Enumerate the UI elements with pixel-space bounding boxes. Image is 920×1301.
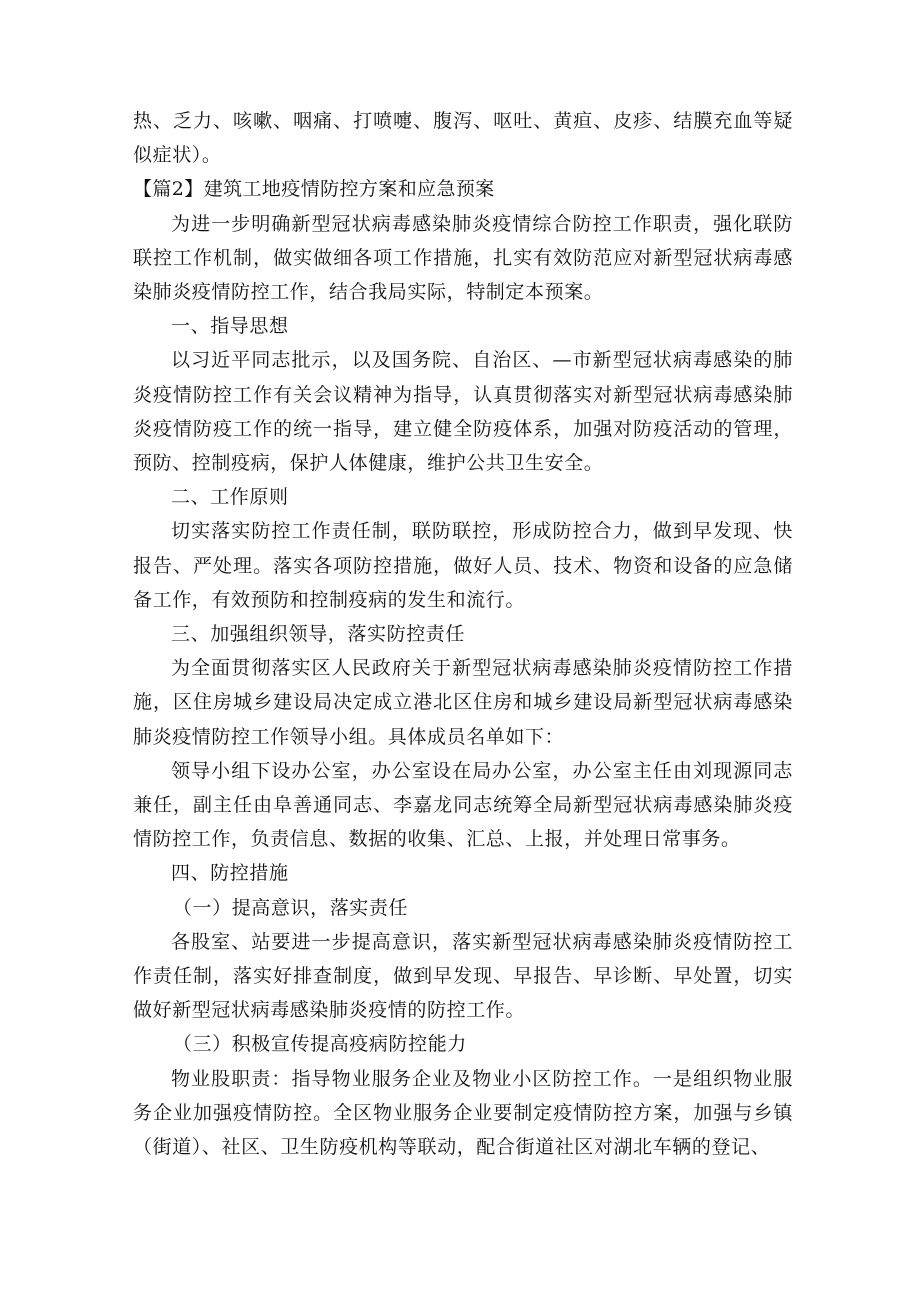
section-1-heading: 一、指导思想 xyxy=(171,315,289,338)
section-3-paragraph-2: 领导小组下设办公室，办公室设在局办公室，办公室主任由刘现源同志兼任，副主任由阜善通同志、李嘉龙同志统筹全局新型冠状病毒感染肺炎疫情防控工作，负责信息、数据的收集、汇总、上报，并处理日常事务。 xyxy=(133,759,793,851)
continuation-paragraph: 热、乏力、咳嗽、咽痛、打喷嚏、腹泻、呕吐、黄疸、皮疹、结膜充血等疑似症状）。 xyxy=(133,110,793,167)
subsection-1-paragraph: 各股室、站要进一步提高意识，落实新型冠状病毒感染肺炎疫情防控工作责任制，落实好排查制度，做到早发现、早报告、早诊断、早处置，切实做好新型冠状病毒感染肺炎疫情的防控工作。 xyxy=(133,930,793,1022)
document-body xyxy=(133,104,793,1164)
section-4-heading: 四、防控措施 xyxy=(171,862,289,885)
article-title: 【篇2】建筑工地疫情防控方案和应急预案 xyxy=(133,178,495,201)
section-1-paragraph: 以习近平同志批示，以及国务院、自治区、—市新型冠状病毒感染的肺炎疫情防控工作有关会议精神为指导，认真贯彻落实对新型冠状病毒感染肺炎疫情防疫工作的统一指导，建立健全防疫体系，加强对防疫活动的管理，预防、控制疫病，保护人体健康，维护公共卫生安全。 xyxy=(133,349,793,475)
section-2-paragraph: 切实落实防控工作责任制，联防联控，形成防控合力，做到早发现、快报告、严处理。落实各项防控措施，做好人员、技术、物资和设备的应急储备工作，有效预防和控制疫病的发生和流行。 xyxy=(133,520,793,611)
subsection-3-paragraph: 物业股职责：指导物业服务企业及物业小区防控工作。一是组织物业服务企业加强疫情防控。全区物业服务企业要制定疫情防控方案，加强与乡镇（街道）、社区、卫生防疫机构等联动，配合街道社区对湖北车辆的登记、 xyxy=(133,1067,793,1159)
section-2-heading: 二、工作原则 xyxy=(171,486,289,509)
subsection-1-heading: （一）提高意识，落实责任 xyxy=(172,896,409,919)
subsection-3-heading: （三）积极宣传提高疫病防控能力 xyxy=(172,1033,467,1056)
intro-paragraph: 为进一步明确新型冠状病毒感染肺炎疫情综合防控工作职责，强化联防联控工作机制，做实做细各项工作措施，扎实有效防范应对新型冠状病毒感染肺炎疫情防控工作，结合我局实际，特制定本预案。 xyxy=(133,212,793,304)
section-3-paragraph-1: 为全面贯彻落实区人民政府关于新型冠状病毒感染肺炎疫情防控工作措施，区住房城乡建设局决定成立港北区住房和城乡建设局新型冠状病毒感染肺炎疫情防控工作领导小组。具体成员名单如下： xyxy=(133,657,793,748)
section-3-heading: 三、加强组织领导，落实防控责任 xyxy=(171,623,466,646)
